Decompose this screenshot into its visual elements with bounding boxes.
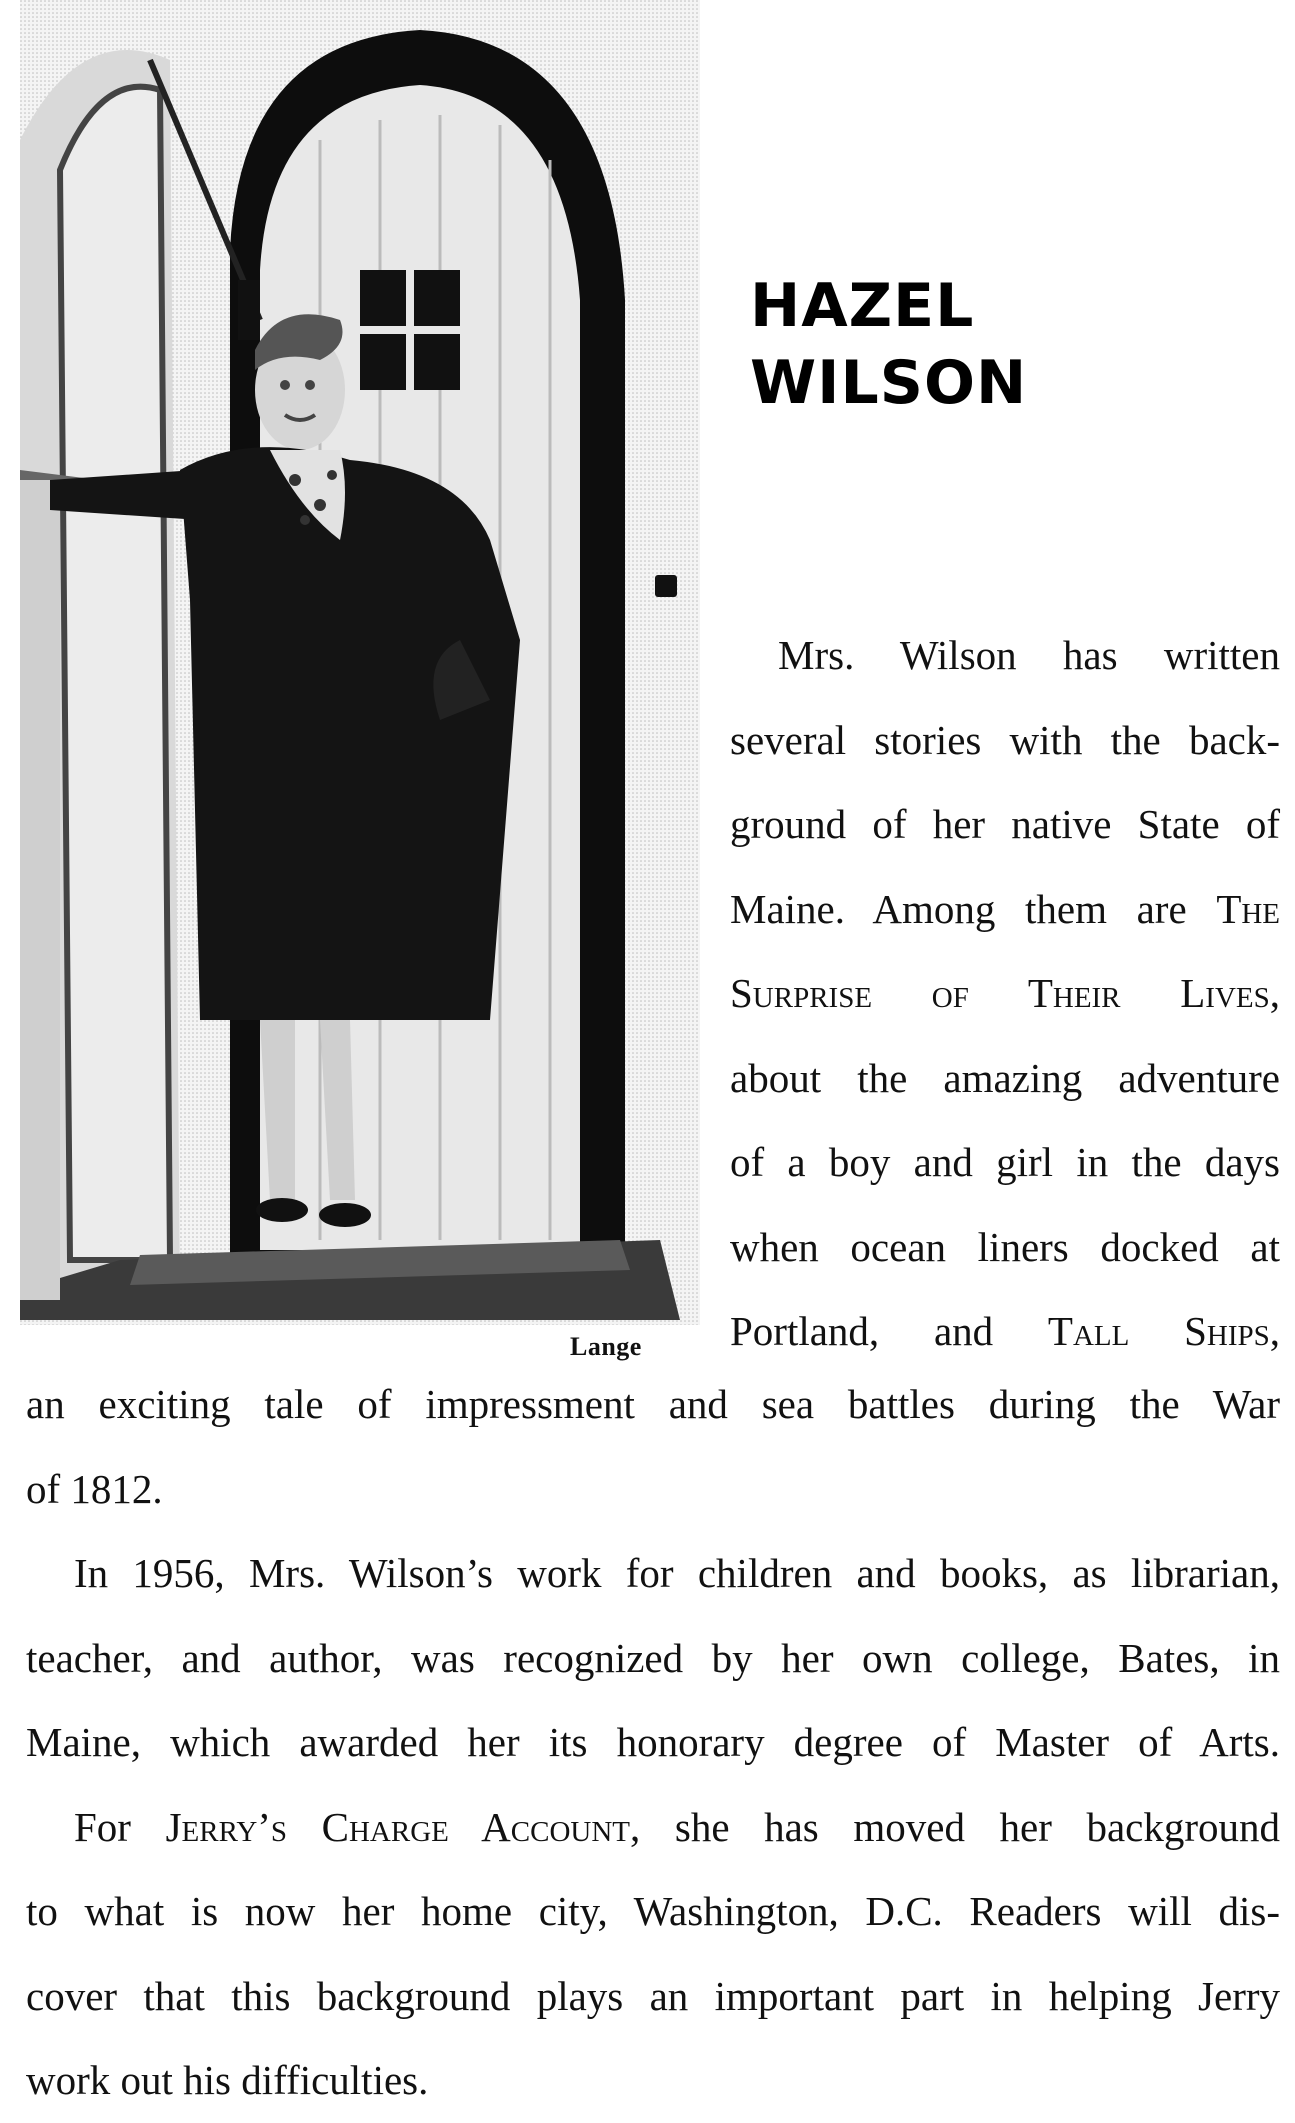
title-line-1: HAZEL — [750, 271, 975, 341]
text-line: of a boy and girl in the days — [730, 1139, 1280, 1185]
text-line: about the amazing adventure — [730, 1054, 1280, 1101]
text-line: an exciting tale of impressment and sea battles during the War — [26, 1381, 1280, 1427]
text-line — [26, 1785, 1280, 1870]
text-line: to what is now her home city, Washington, D.C. Readers will dis- — [26, 1888, 1280, 1934]
text-line: several stories with the back- — [730, 716, 1280, 763]
text-line: cover that this background plays an important part in helping Jerry — [26, 1972, 1280, 2019]
text-line: Maine, which awarded her its honorary degree of Master of Arts. — [26, 1719, 1280, 1765]
book-title-line: Surprise of Their Lives, — [730, 970, 1280, 1016]
text-line — [730, 867, 1280, 952]
text-line: work out his difficulties. — [26, 2057, 429, 2103]
text-segment: For — [74, 1803, 131, 1850]
author-photo-illustration — [20, 0, 700, 1325]
text-line: teacher, and author, was recognized by her own college, Bates, in — [26, 1634, 1280, 1681]
photo-credit: Lange — [570, 1332, 642, 1361]
bullet-square-icon — [655, 575, 677, 597]
text-line — [730, 1289, 1280, 1374]
text-line: of 1812. — [26, 1465, 163, 1512]
author-photo — [20, 0, 700, 1325]
text-segment: Portland, and — [730, 1308, 994, 1354]
page-title — [750, 268, 1027, 422]
text-line: Mrs. Wilson has written — [778, 632, 1280, 678]
sidebar-paragraph — [730, 613, 1280, 1374]
text-line: In 1956, Mrs. Wilson’s work for children and books, as librarian, — [74, 1550, 1280, 1596]
text-line: ground of her native State of — [730, 801, 1280, 847]
text-segment: Maine. Among them are — [730, 885, 1187, 932]
book-title: The — [1216, 885, 1281, 932]
book-title: Jerry’s Charge Account, — [165, 1803, 641, 1850]
body-paragraphs — [26, 1362, 1280, 2123]
text-segment: she has moved her background — [674, 1803, 1281, 1850]
book-title: Tall Ships, — [1047, 1308, 1281, 1354]
text-line: when ocean liners docked at — [730, 1223, 1280, 1270]
title-line-2: WILSON — [750, 348, 1028, 418]
